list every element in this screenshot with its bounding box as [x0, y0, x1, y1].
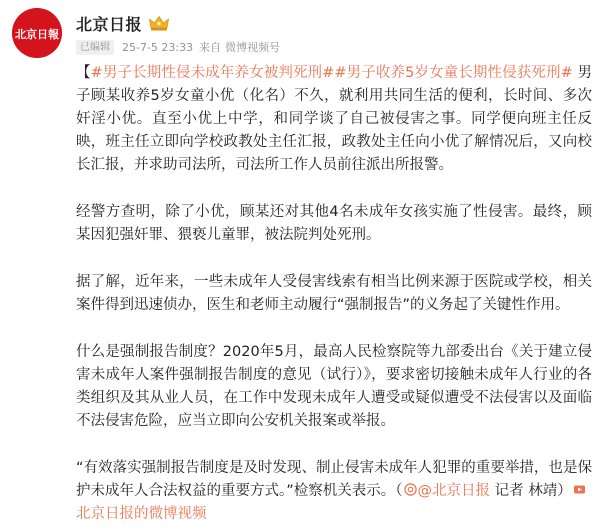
open-bracket: 【: [76, 65, 91, 81]
source-prefix: 来自: [199, 41, 222, 54]
avatar[interactable]: [12, 8, 62, 58]
paragraph-5-text: “有效落实强制报告制度是及时发现、制止侵害未成年人犯罪的重要举措，也是保护未成年人合法权益的重要方式。”检察机关表示。（: [76, 460, 592, 499]
edited-tag[interactable]: 已编辑: [76, 40, 114, 55]
hashtag-2[interactable]: #男子收养5岁女童长期性侵获死刑#: [334, 65, 573, 81]
paragraph-1: [76, 62, 592, 177]
video-link[interactable]: 北京日报的微博视频: [76, 506, 207, 522]
paragraph-4: 什么是强制报告制度？2020年5月，最高人民检察院等九部委出台《关于建立侵害未成年人案件强制报告制度的意见（试行）》，要求密切接触未成年人行业的各类组织及其从业人员，在工作中发现未成年人遭受或疑似遭受不法侵害以及面临不法侵害危险，应当立即向公安机关报案或举报。: [76, 344, 592, 429]
at-icon: [404, 483, 417, 496]
paragraph-3: 据了解，近年来，一些未成年人受侵害线索有相当比例来源于医院或学校，相关案件得到迅速侦办，医生和老师主动履行“强制报告”的义务起了关键性作用。: [76, 274, 592, 313]
post-source: 微博视频号: [225, 41, 281, 54]
hashtag-1[interactable]: #男子长期性侵未成年养女被判死刑#: [90, 65, 335, 81]
avatar-logo-text: 北京日報: [15, 28, 59, 41]
post-content: [76, 62, 592, 526]
post-meta: [76, 39, 280, 55]
mention-link[interactable]: [403, 483, 491, 499]
avatar-logo-icon: [12, 8, 62, 58]
account-name[interactable]: 北京日报: [76, 14, 143, 34]
reporter-text: 记者 林靖）: [490, 483, 572, 499]
post-timestamp[interactable]: 25-7-5 23:33: [122, 40, 194, 54]
paragraph-2: 经警方查明，除了小优，顾某还对其他4名未成年女孩实施了性侵害。最终，顾某因犯强奸罪、猥亵儿童罪，被法院判处死刑。: [76, 204, 592, 243]
paragraph-1-text: 男子顾某收养5岁女童小优（化名）不久，就利用共同生活的便利，长时间、多次奸淫小优。直至小优上中学，和同学谈了自己被侵害之事。同学便向班主任反映，班主任立即向学校政教处主任汇报，政教处主任向小优了解情况后，又向校长汇报，并求助司法所，司法所工作人员前往派出所报警。: [76, 65, 592, 173]
paragraph-5: [76, 457, 592, 503]
premium-badge-icon[interactable]: [148, 14, 170, 32]
post-header: [12, 8, 592, 58]
video-link-icon[interactable]: [573, 483, 586, 496]
name-row: [76, 11, 170, 35]
mention-text: @北京日报: [417, 483, 491, 499]
